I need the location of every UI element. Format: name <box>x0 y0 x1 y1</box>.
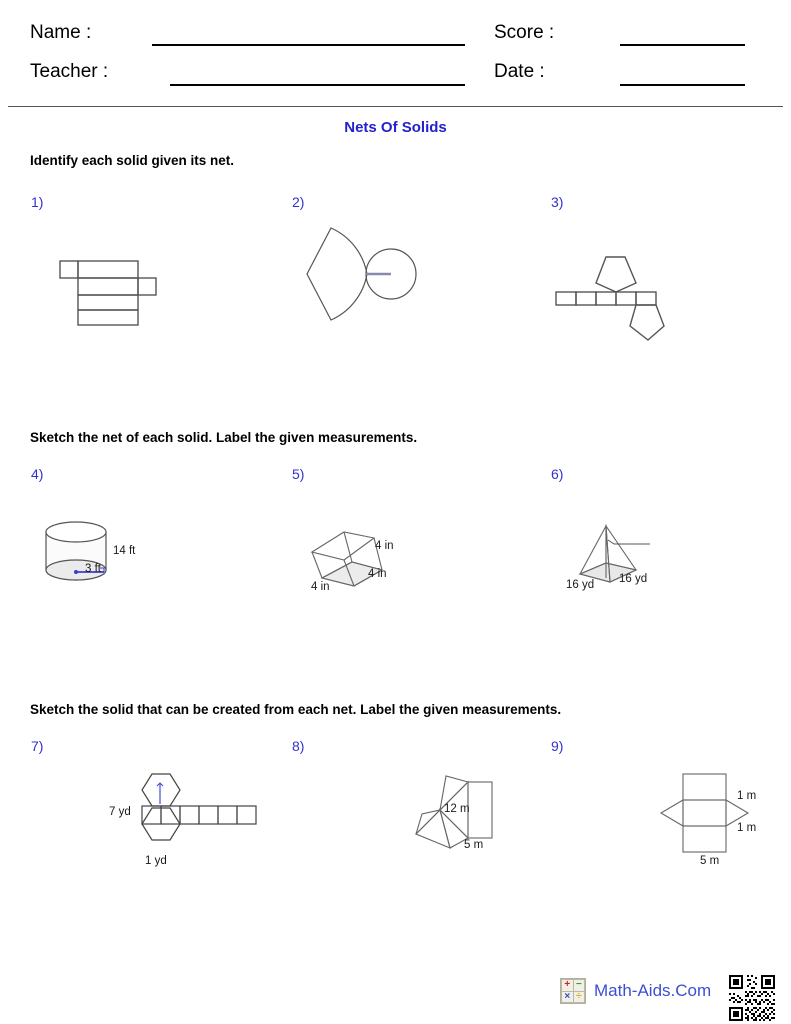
measurement-label-p9-bottom: 5 m <box>700 855 720 867</box>
problem-number-8: 8) <box>292 738 305 754</box>
header-divider <box>8 106 783 107</box>
figure-cone-net <box>295 222 415 332</box>
divide-icon: ÷ <box>574 992 585 1003</box>
measurement-label-p7-left: 7 yd <box>109 806 131 818</box>
problem-number-4: 4) <box>31 466 44 482</box>
figure-pentagonal-prism-net <box>552 248 682 338</box>
worksheet-header <box>0 0 791 104</box>
score-input-line[interactable] <box>620 44 745 46</box>
measurement-label-p6-right: 16 yd <box>619 573 648 585</box>
name-input-line[interactable] <box>152 44 465 46</box>
measurement-label-p5-bottom-right: 4 in <box>368 568 387 580</box>
measurement-label-p4-height: 14 ft <box>113 545 136 557</box>
problem-number-1: 1) <box>31 194 44 210</box>
page-title: Nets Of Solids <box>344 119 447 136</box>
instruction-3: Sketch the solid that can be created from each net. Label the given measurements. <box>30 702 562 717</box>
problem-number-3: 3) <box>551 194 564 210</box>
figure-hexagonal-prism-net <box>130 772 270 862</box>
problem-number-2: 2) <box>292 194 305 210</box>
site-footer[interactable] <box>560 978 711 1004</box>
instruction-2: Sketch the net of each solid. Label the given measurements. <box>30 430 418 445</box>
plus-icon: + <box>562 980 573 991</box>
teacher-label: Teacher : <box>30 61 109 82</box>
figure-rectangular-prism-net <box>52 250 182 335</box>
qr-code-icon <box>727 973 777 1023</box>
date-input-line[interactable] <box>620 84 745 86</box>
measurement-label-p6-left: 16 yd <box>566 579 595 591</box>
measurement-label-p5-bottom-left: 4 in <box>311 581 330 593</box>
measurement-label-p5-right: 4 in <box>375 540 394 552</box>
measurement-label-p8-bottom: 5 m <box>464 839 484 851</box>
score-label: Score : <box>494 22 555 43</box>
minus-icon: − <box>574 980 585 991</box>
figure-triangular-pyramid-net <box>412 768 512 863</box>
measurement-label-p8-inner: 12 m <box>444 803 470 815</box>
figure-triangular-prism-net <box>655 772 765 862</box>
problem-number-7: 7) <box>31 738 44 754</box>
math-operators-logo-icon <box>560 978 586 1004</box>
measurement-label-p9-upper-right: 1 m <box>737 790 757 802</box>
measurement-label-p4-radius: 3 ft <box>85 563 101 575</box>
problem-number-6: 6) <box>551 466 564 482</box>
site-name-label: Math-Aids.Com <box>594 981 712 1000</box>
name-label: Name : <box>30 22 92 43</box>
problem-number-9: 9) <box>551 738 564 754</box>
instruction-1: Identify each solid given its net. <box>30 153 235 168</box>
date-label: Date : <box>494 61 545 82</box>
measurement-label-p9-lower-right: 1 m <box>737 822 757 834</box>
teacher-input-line[interactable] <box>170 84 465 86</box>
times-icon: × <box>562 992 573 1003</box>
measurement-label-p7-bottom: 1 yd <box>145 855 167 867</box>
problem-number-5: 5) <box>292 466 305 482</box>
